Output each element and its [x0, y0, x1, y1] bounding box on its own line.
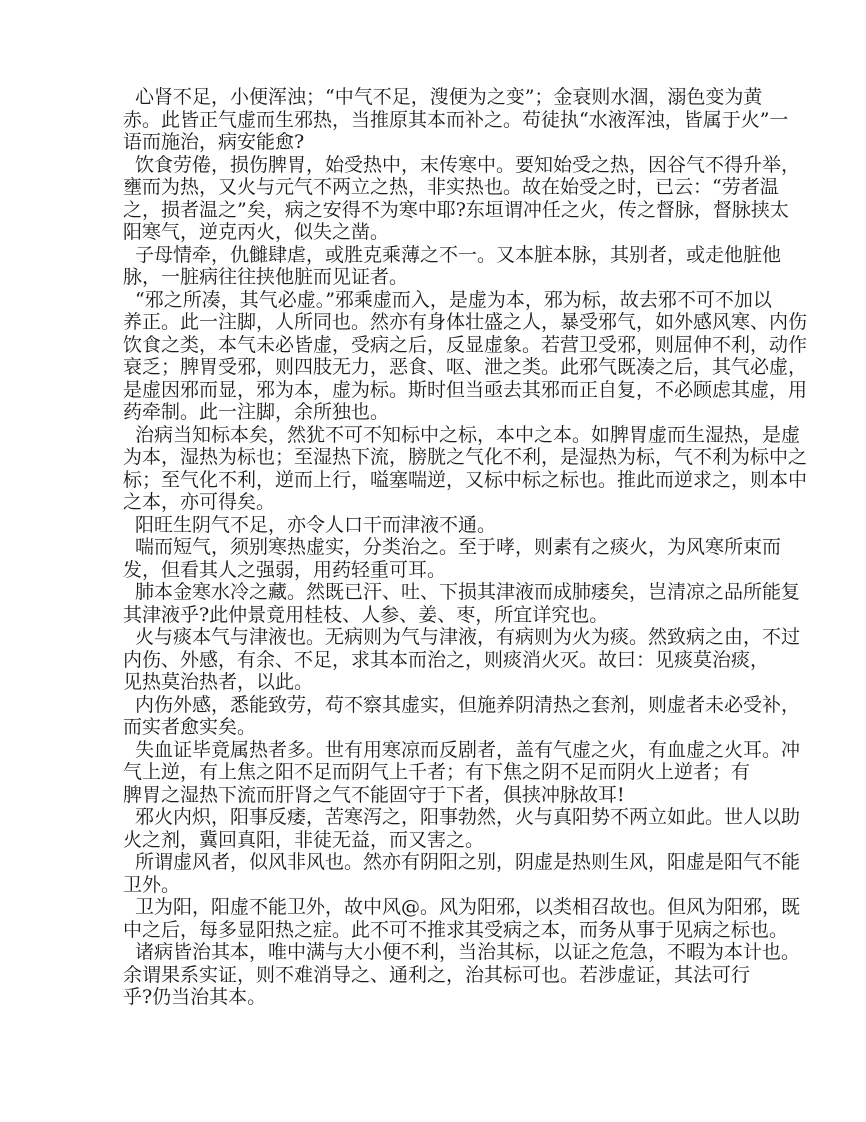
paragraph — [123, 626, 801, 694]
text-line: 喘而短气，须别寒热虚实，分类治之。至于哮，则素有之痰火，为风寒所束而 — [135, 536, 782, 558]
text-line: 为本，湿热为标也；至湿热下流，膀胱之气化不利，是湿热为标，气不利为标中之 — [123, 446, 808, 468]
paragraph — [123, 896, 801, 941]
paragraph — [123, 514, 773, 537]
text-line: 余谓果系实证，则不难消导之、通利之，治其标可也。若涉虚证，其法可行 — [123, 963, 751, 986]
paragraph — [123, 536, 782, 581]
text-line: 饮食劳倦，损伤脾胃，始受热中，末传寒中。要知始受之热，因谷气不得升举， — [135, 153, 801, 176]
text-line: 诸病皆治其本，唯中满与大小便不利，当治其标，以证之危急，不暇为本计也。 — [135, 941, 801, 963]
text-line: 阳寒气，逆克丙火，似失之凿。 — [123, 221, 390, 243]
document-page — [123, 86, 808, 1009]
text-line: 赤。此皆正气虚而生邪热，当推原其本而补之。苟徒执“水液浑浊，皆属于火”一 — [123, 108, 789, 131]
text-line: 火之剂，冀回真阳，非徒无益，而又害之。 — [123, 828, 485, 851]
text-line: 火与痰本气与津液也。无病则为气与津液，有病则为火为痰。然致病之由，不过 — [135, 626, 801, 648]
text-line: 阳旺生阴气不足，亦令人口干而津液不通。 — [135, 513, 497, 536]
text-line: 卫为阳，阳虚不能卫外，故中风@。风为阳邪，以类相召故也。但风为阳邪，既 — [135, 896, 801, 918]
text-line: 气上逆，有上焦之阳不足而阴气上千者；有下焦之阴不足而阴火上逆者；有 — [123, 761, 751, 783]
text-line: 内伤外感，悉能致劳，苟不察其虚实，但施养阴清热之套剂，则虚者未必受补， — [135, 693, 801, 716]
text-line: 是虚因邪而显，邪为本，虚为标。斯时但当亟去其邪而正自复，不必顾虑其虚，用 — [123, 378, 808, 401]
text-line: 内伤、外感，有余、不足，求其本而治之，则痰消火灭。故曰：见痰莫治痰， — [123, 648, 770, 671]
text-line: 其津液乎?此仲景竟用桂枝、人参、姜、枣，所宜详究也。 — [123, 603, 609, 626]
paragraph — [123, 738, 801, 807]
text-line: 标；至气化不利，逆而上行，嗌塞喘逆，又标中标之标也。推此而逆求之，则本中 — [123, 468, 808, 491]
paragraph — [123, 693, 801, 739]
text-line: 药牵制。此一注脚，余所独也。 — [123, 401, 390, 423]
text-line: 之，损者温之”矣，病之安得不为寒中耶?东垣谓冲任之火，传之督脉，督脉挟太 — [123, 198, 789, 221]
paragraph — [123, 153, 801, 244]
paragraph — [123, 851, 801, 896]
text-line: 发，但看其人之强弱，用药轻重可耳。 — [123, 558, 447, 581]
text-line: 肺本金寒水冷之藏。然既已汗、吐、下损其津液而成肺痿矣，岂清凉之品所能复 — [135, 581, 801, 603]
text-line: 脾胃之湿热下流而肝肾之气不能固守于下者，俱挟冲脉故耳! — [123, 783, 625, 806]
text-line: 脉，一脏病往往挟他脏而见证者。 — [123, 266, 409, 288]
text-line: 邪火内炽，阳事反痿，苦寒泻之，阳事勃然，火与真阳势不两立如此。世人以助 — [135, 806, 801, 828]
paragraph — [123, 86, 789, 154]
text-line: 衰乏；脾胃受邪，则四肢无力，恶食、呕、泄之类。此邪气既凑之后，其气必虚， — [123, 356, 808, 378]
text-line: 子母情牵，仇雠肆虐，或胜克乘薄之不一。又本脏本脉，其别者，或走他脏他 — [135, 243, 782, 266]
paragraph — [123, 243, 782, 289]
text-line: 见热莫治热者，以此。 — [123, 671, 314, 693]
text-line: 养正。此一注脚，人所同也。然亦有身体壮盛之人，暴受邪气，如外感风寒、内伤 — [123, 311, 808, 333]
text-line: 乎?仍当治其本。 — [123, 986, 267, 1008]
text-line: 之本，亦可得矣。 — [123, 491, 276, 513]
text-line: 而实者愈实矣。 — [123, 716, 257, 738]
paragraph — [123, 288, 808, 424]
text-line: 所谓虚风者，似风非风也。然亦有阴阳之别，阴虚是热则生风，阳虚是阳气不能 — [135, 851, 801, 873]
text-line: 失血证毕竟属热者多。世有用寒凉而反剧者，盖有气虚之火，有血虚之火耳。冲 — [135, 738, 801, 761]
paragraph — [123, 941, 801, 1009]
paragraph — [123, 423, 808, 514]
text-line: 语而施治，病安能愈? — [123, 131, 305, 153]
text-line: 壅而为热，又火与元气不两立之热，非实热也。故在始受之时，已云：“劳者温 — [123, 176, 779, 198]
text-line: 饮食之类，本气未必皆虚，受病之后，反显虚象。若营卫受邪，则屈伸不利，动作 — [123, 333, 808, 356]
paragraph — [123, 806, 801, 851]
paragraph — [123, 581, 801, 626]
text-line: “邪之所凑，其气必虚。”邪乘虚而入，是虚为本，邪为标，故去邪不可不加以 — [135, 288, 772, 311]
text-line: 卫外。 — [123, 873, 181, 896]
text-line: 心肾不足，小便浑浊；“中气不足，溲便为之变”；金衰则水涸，溺色变为黄 — [135, 86, 763, 108]
text-line: 治病当知标本矣，然犹不可不知标中之标，本中之本。如脾胃虚而生湿热，是虚 — [135, 423, 801, 446]
text-line: 中之后，每多显阳热之症。此不可不推求其受病之本，而务从事于见病之标也。 — [123, 918, 789, 941]
